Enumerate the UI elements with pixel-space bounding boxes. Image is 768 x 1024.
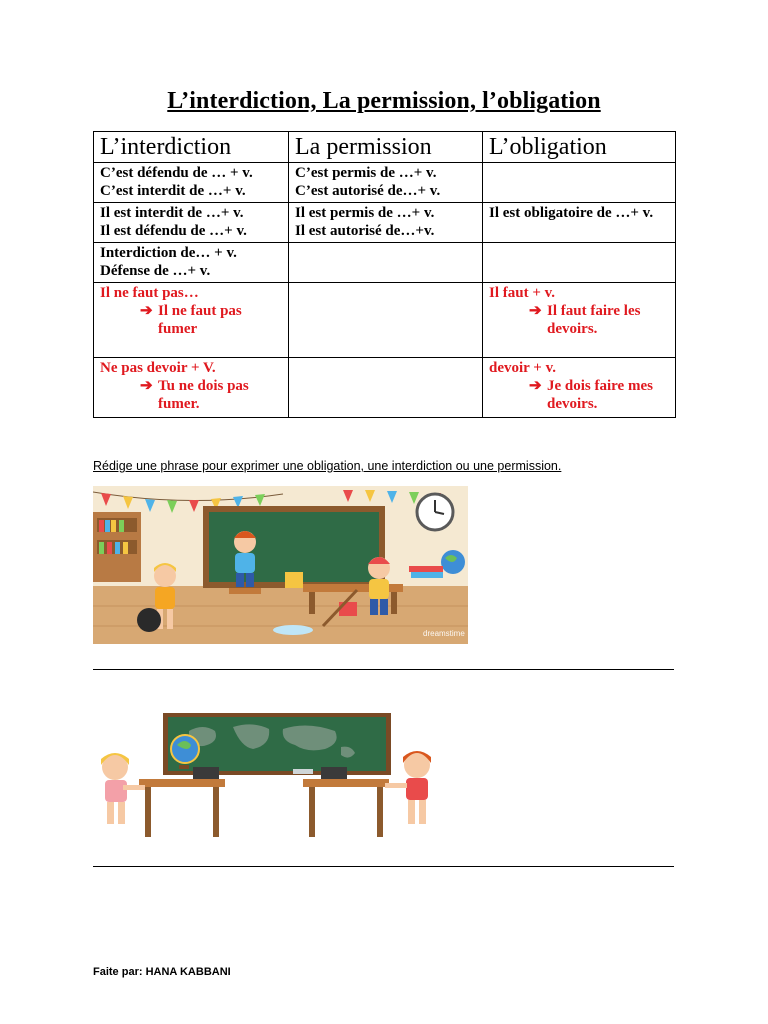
example-line [489,302,669,338]
phrase: Il est interdit de …+ v. [100,205,244,221]
phrase: Il est autorisé de…+v. [295,223,435,239]
cell-obligation [483,283,676,358]
example-line [100,302,282,338]
cell-obligation [483,203,676,243]
cell-permission [289,163,483,203]
cell-interdiction [94,243,289,283]
cell-interdiction [94,203,289,243]
arrow-right-icon: ➔ [140,378,153,394]
table-row [94,283,676,358]
cell-permission [289,243,483,283]
table-header-row [94,132,676,163]
phrase: C’est interdit de …+ v. [100,183,246,199]
example-text: Il faut faire les devoirs. [547,303,641,337]
cell-interdiction [94,283,289,358]
author-footer: Faite par: HANA KABBANI [93,966,231,978]
header-obligation: L’obligation [483,132,676,163]
answer-line [93,866,674,867]
arrow-right-icon: ➔ [529,378,542,394]
phrase: Il est obligatoire de …+ v. [489,205,654,221]
example-line [489,377,669,413]
table-row [94,163,676,203]
phrase: Défense de …+ v. [100,263,211,279]
classroom-cleaning-illustration [93,486,468,644]
arrow-right-icon: ➔ [140,303,153,319]
cell-obligation [483,243,676,283]
phrase: Interdiction de… + v. [100,245,237,261]
cell-obligation [483,163,676,203]
cell-permission [289,358,483,418]
cell-interdiction [94,358,289,418]
page-title: L’interdiction, La permission, l’obligation [167,88,601,114]
example-text: Tu ne dois pas fumer. [158,378,249,412]
header-permission: La permission [289,132,483,163]
rule-text: Ne pas devoir + V. [100,360,216,376]
cell-permission [289,203,483,243]
rule-text: Il ne faut pas… [100,285,199,301]
cell-obligation [483,358,676,418]
example-text: Il ne faut pas fumer [158,303,242,337]
rule-text: Il faut + v. [489,285,556,301]
example-text: Je dois faire mes devoirs. [547,378,653,412]
classroom-map-students-illustration [93,709,445,842]
phrase: C’est autorisé de…+ v. [295,183,441,199]
instruction-text: Rédige une phrase pour exprimer une obligation, une interdiction ou une permission. [93,459,562,473]
example-line [100,377,282,413]
phrase: C’est défendu de … + v. [100,165,253,181]
phrase: Il est défendu de …+ v. [100,223,247,239]
arrow-right-icon: ➔ [529,303,542,319]
phrase: Il est permis de …+ v. [295,205,435,221]
cell-permission [289,283,483,358]
phrase: C’est permis de …+ v. [295,165,437,181]
watermark-text: dreamstime [423,629,465,638]
rule-text: devoir + v. [489,360,557,376]
cell-interdiction [94,163,289,203]
rules-table [93,131,676,418]
table-row [94,203,676,243]
header-interdiction: L’interdiction [94,132,289,163]
table-row [94,243,676,283]
answer-line [93,669,674,670]
table-row [94,358,676,418]
